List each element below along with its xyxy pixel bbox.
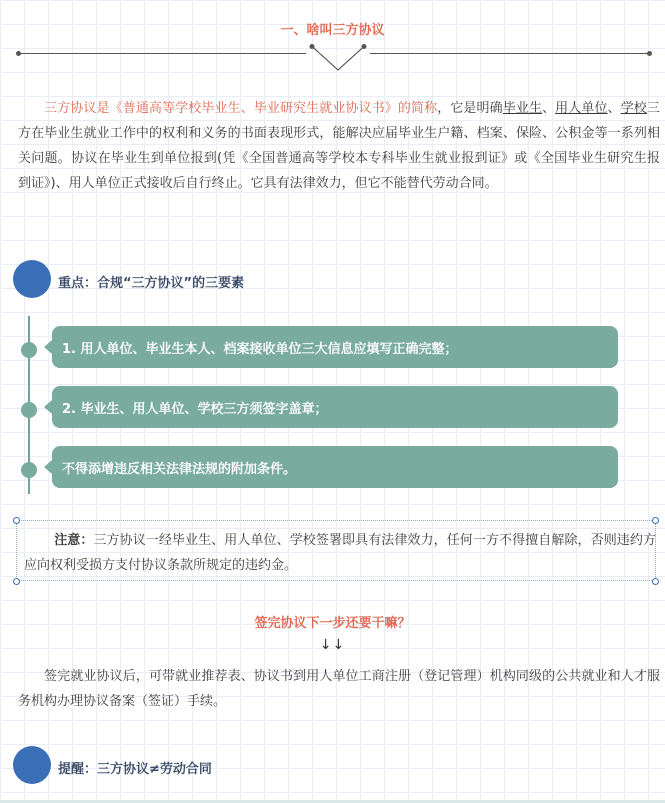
link-employer[interactable]: 用人单位 (555, 101, 608, 116)
note-label: 注意： (54, 533, 94, 548)
reminder-header: 提醒：三方协议≠劳动合同 (58, 762, 212, 777)
timeline-dot (21, 342, 37, 358)
key-points-header: 重点：合规“三方协议”的三要素 (58, 276, 245, 291)
reminder-circle-icon (13, 746, 51, 784)
timeline-dot (21, 402, 37, 418)
arrow-down-icon: ↓↓ (319, 637, 346, 653)
note-corner-handle (13, 578, 20, 585)
note-paragraph: 注意：三方协议一经毕业生、用人单位、学校签署即具有法律效力，任何一方不得擅自解除，否则违约方应向权利受损方支付协议条款所规定的违约金。 (24, 533, 656, 573)
chevron-down-icon (306, 44, 370, 74)
key-point-item-2: 2. 毕业生、用人单位、学校三方须签字盖章； (52, 386, 618, 428)
link-graduate[interactable]: 毕业生 (502, 101, 543, 116)
note-corner-handle (13, 517, 20, 524)
key-point-item-1: 1. 用人单位、毕业生本人、档案接收单位三大信息应填写正确完整； (52, 326, 618, 368)
note-corner-handle (652, 578, 659, 585)
link-school[interactable]: 学校 (620, 101, 647, 116)
note-corner-handle (652, 517, 659, 524)
divider-dot-left (16, 51, 21, 56)
divider-dot-right (647, 51, 652, 56)
key-point-item-3: 不得添增违反相关法律法规的附加条件。 (52, 446, 618, 488)
intro-lead: 三方协议是《普通高等学校毕业生、毕业研究生就业协议书》的简称 (44, 101, 438, 116)
next-step-title: 签完协议下一步还要干嘛？ (254, 616, 411, 631)
timeline-dot (21, 462, 37, 478)
key-points-circle-icon (13, 260, 51, 298)
next-step-paragraph: 签完就业协议后，可带就业推荐表、协议书到用人单位工商注册（登记管理）机构同级的公共就业和人才服务机构办理协议备案（签证）手续。 (18, 669, 660, 709)
section-title: 一、啥叫三方协议 (280, 23, 385, 38)
intro-paragraph: 三方协议是《普通高等学校毕业生、毕业研究生就业协议书》的简称，它是明确毕业生、用人单位、学校三方在毕业生就业工作中的权利和义务的书面表现形式，能解决应届毕业生户籍、档案、保险、公积金等一系列相关问题。协议在毕业生到单位报到(凭《全国普通高等学校本专科毕业生就业报到证》或《全国毕业生研究生报到证》)、用人单位正式接收后自行终止。它具有法律效力，但它不能替代劳动合同。 (18, 101, 660, 191)
